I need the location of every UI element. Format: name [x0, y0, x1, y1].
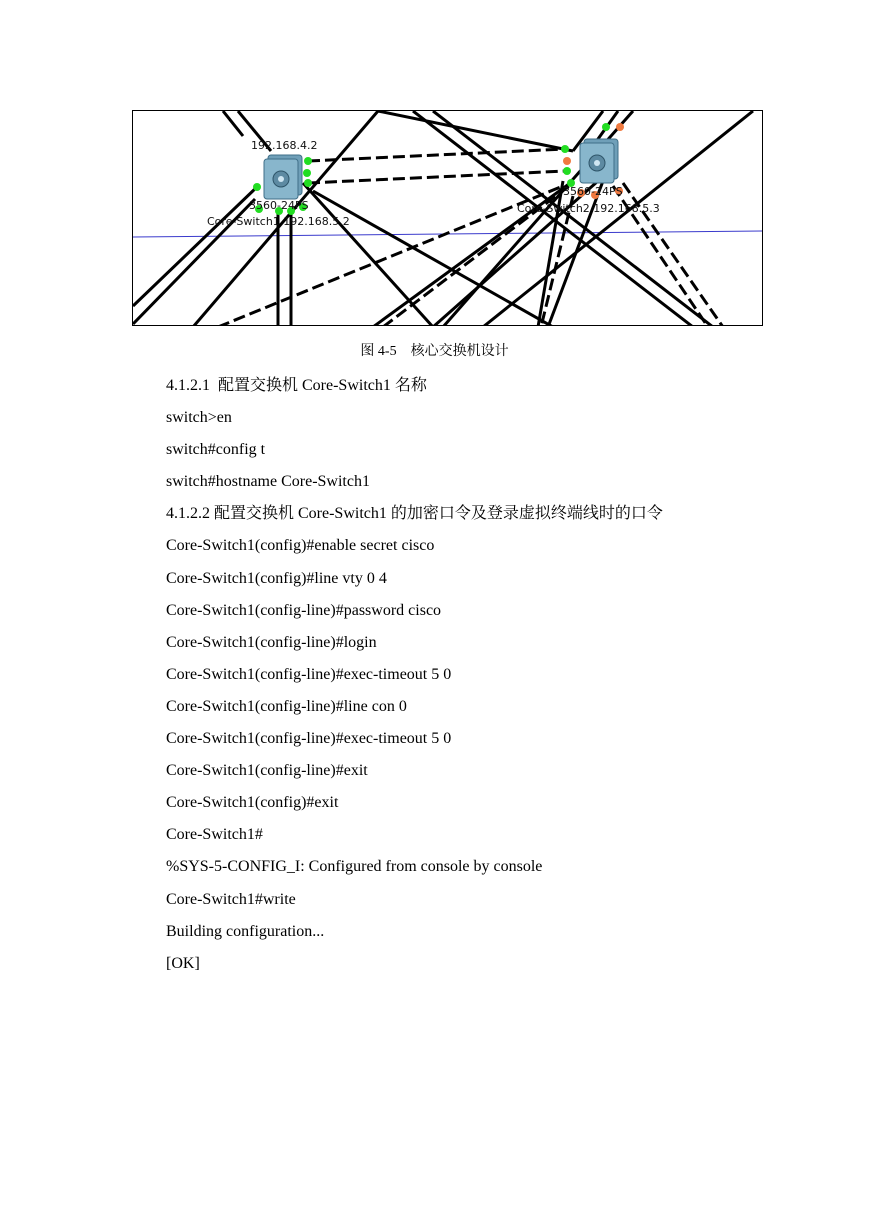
console-output: [OK]: [166, 954, 200, 972]
switch1-model-label: 3560-24PS: [249, 199, 309, 212]
command-line: Core-Switch1(config-line)#login: [166, 633, 377, 651]
command-line: Core-Switch1(config-line)#password cisco: [166, 601, 442, 619]
switch1-ip-label: 192.168.4.2: [251, 139, 318, 152]
switch2-model-label: 3560-24PS: [563, 185, 623, 198]
topology-diagram: [133, 111, 763, 326]
command-line: Core-Switch1#: [166, 826, 263, 844]
command-line: Core-Switch1(config-line)#exit: [166, 762, 368, 780]
core-switch2-icon: [580, 139, 618, 183]
command-line: Core-Switch1(config)#enable secret cisco: [166, 537, 435, 555]
switch1-name-label: Core-Switch1 192.168.5.2: [207, 215, 350, 228]
command-line: Core-Switch1#write: [166, 890, 296, 908]
console-output: Building configuration...: [166, 922, 325, 940]
command-line: Core-Switch1(config)#line vty 0 4: [166, 569, 387, 587]
command-line: switch#hostname Core-Switch1: [166, 473, 370, 491]
figure-caption: 图 4-5 核心交换机设计: [360, 344, 509, 359]
switch2-name-label: Core-Switch2 192.168.5.3: [517, 202, 660, 215]
config-text-body: [166, 370, 806, 980]
command-line: Core-Switch1(config-line)#exec-timeout 5 0: [166, 665, 452, 683]
command-line: Core-Switch1(config-line)#line con 0: [166, 697, 407, 715]
network-topology-figure: [132, 110, 763, 326]
section-heading: 4.1.2.1 配置交换机 Core-Switch1 名称: [166, 377, 427, 394]
command-line: switch>en: [166, 409, 232, 427]
core-switch1-icon: [264, 155, 302, 199]
command-line: Core-Switch1(config-line)#exec-timeout 5 0: [166, 730, 452, 748]
console-output: %SYS-5-CONFIG_I: Configured from console by console: [166, 858, 543, 876]
command-line: Core-Switch1(config)#exit: [166, 794, 339, 812]
command-line: switch#config t: [166, 441, 266, 459]
section-heading: 4.1.2.2 配置交换机 Core-Switch1 的加密口令及登录虚拟终端线时的口令: [166, 505, 663, 523]
